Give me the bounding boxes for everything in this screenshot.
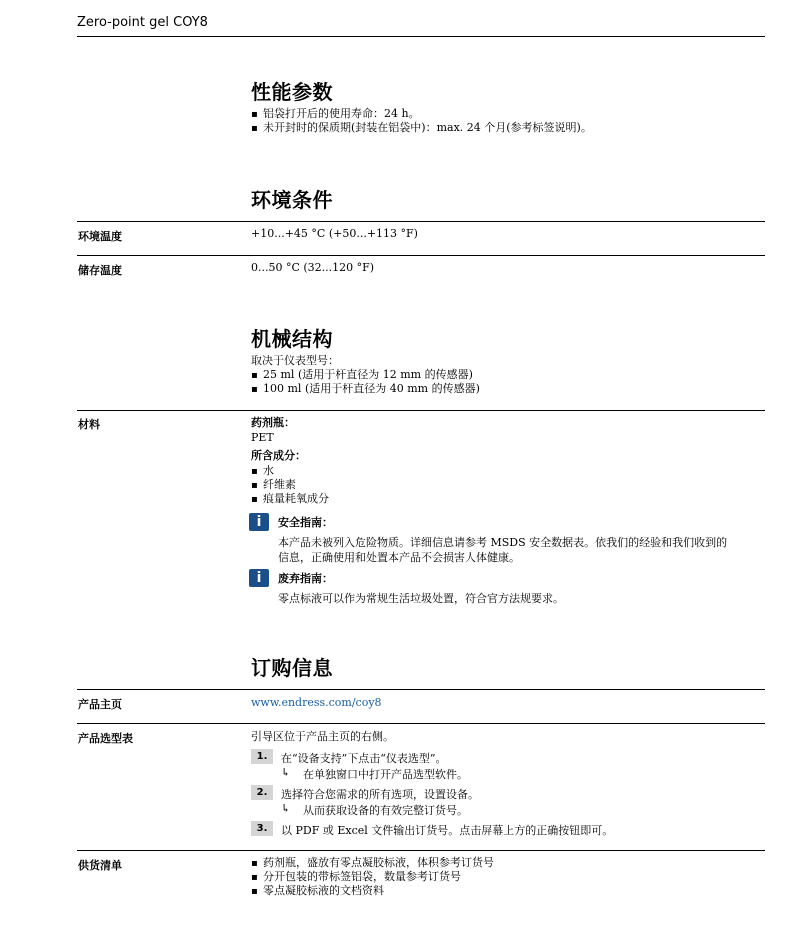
product-page-link[interactable]: www.endress.com/coy8 — [251, 696, 382, 709]
mechanical-intro: 取决于仪表型号： — [251, 354, 339, 367]
result-arrow-icon: ↳ — [281, 802, 291, 815]
vial-heading: 药剂瓶： — [251, 416, 295, 429]
section-title-performance: 性能参数 — [251, 80, 333, 104]
ingredient-item: ▪ 水 — [251, 464, 274, 479]
ingredient-item: ▪ 痕量耗氧成分 — [251, 492, 329, 507]
row-divider — [77, 255, 765, 256]
volume-bullet: ▪ 100 ml (适用于杆直径为 40 mm 的传感器) — [251, 382, 480, 397]
row-divider — [77, 221, 765, 222]
safety-text-line: 信息，正确使用和处置本产品不会损害人体健康。 — [278, 551, 520, 564]
row-divider — [77, 850, 765, 851]
result-arrow-icon: ↳ — [281, 766, 291, 779]
section-title-environment: 环境条件 — [251, 188, 333, 212]
step-result: 在单独窗口中打开产品选型软件。 — [303, 768, 468, 781]
vial-value: PET — [251, 431, 274, 444]
row-divider — [77, 723, 765, 724]
scope-item: ▪ 药剂瓶，盛放有零点凝胶标液，体积参考订货号 — [251, 856, 494, 871]
step-number: 1. — [251, 749, 273, 764]
step-result: 从而获取设备的有效完整订货号。 — [303, 804, 468, 817]
disposal-text: 零点标液可以作为常规生活垃圾处置，符合官方法规要求。 — [278, 592, 564, 605]
page-header-title: Zero-point gel COY8 — [77, 15, 208, 30]
ambient-temp-value: +10...+45 °C (+50...+113 °F) — [251, 227, 418, 240]
scope-item: ▪ 零点凝胶标液的文档资料 — [251, 884, 384, 899]
performance-bullet: ▪ 未开封时的保质期(封装在铝袋中)：max. 24 个月(参考标签说明)。 — [251, 121, 592, 136]
storage-temp-value: 0...50 °C (32...120 °F) — [251, 261, 375, 274]
storage-temp-label: 储存温度 — [78, 264, 122, 277]
configurator-intro: 引导区位于产品主页的右侧。 — [251, 730, 394, 743]
disposal-heading: 废弃指南： — [278, 572, 333, 585]
info-icon: i — [249, 513, 269, 531]
step-number: 3. — [251, 821, 273, 836]
scope-of-delivery-label: 供货清单 — [78, 859, 122, 872]
scope-item: ▪ 分开包装的带标签铝袋，数量参考订货号 — [251, 870, 461, 885]
material-label: 材料 — [78, 418, 100, 431]
ingredients-heading: 所含成分： — [251, 449, 306, 462]
header-divider — [77, 36, 765, 37]
performance-bullet: ▪ 铝袋打开后的使用寿命：24 h。 — [251, 107, 420, 122]
section-title-mechanical: 机械结构 — [251, 327, 333, 351]
volume-bullet: ▪ 25 ml (适用于杆直径为 12 mm 的传感器) — [251, 368, 473, 383]
section-title-ordering: 订购信息 — [251, 656, 333, 680]
ambient-temp-label: 环境温度 — [78, 230, 122, 243]
info-icon: i — [249, 569, 269, 587]
step-text: 选择符合您需求的所有选项，设置设备。 — [281, 788, 479, 801]
safety-text-line: 本产品未被列入危险物质。详细信息请参考 MSDS 安全数据表。依我们的经验和我们收到的 — [278, 536, 728, 549]
row-divider — [77, 689, 765, 690]
step-text: 在“设备支持”下点击“仪表选型”。 — [281, 752, 447, 765]
row-divider — [77, 410, 765, 411]
configurator-label: 产品选型表 — [78, 732, 133, 745]
safety-heading: 安全指南： — [278, 516, 333, 529]
step-number: 2. — [251, 785, 273, 800]
product-page-label: 产品主页 — [78, 698, 122, 711]
step-text: 以 PDF 或 Excel 文件输出订货号。点击屏幕上方的正确按钮即可。 — [281, 824, 614, 837]
ingredient-item: ▪ 纤维素 — [251, 478, 296, 493]
